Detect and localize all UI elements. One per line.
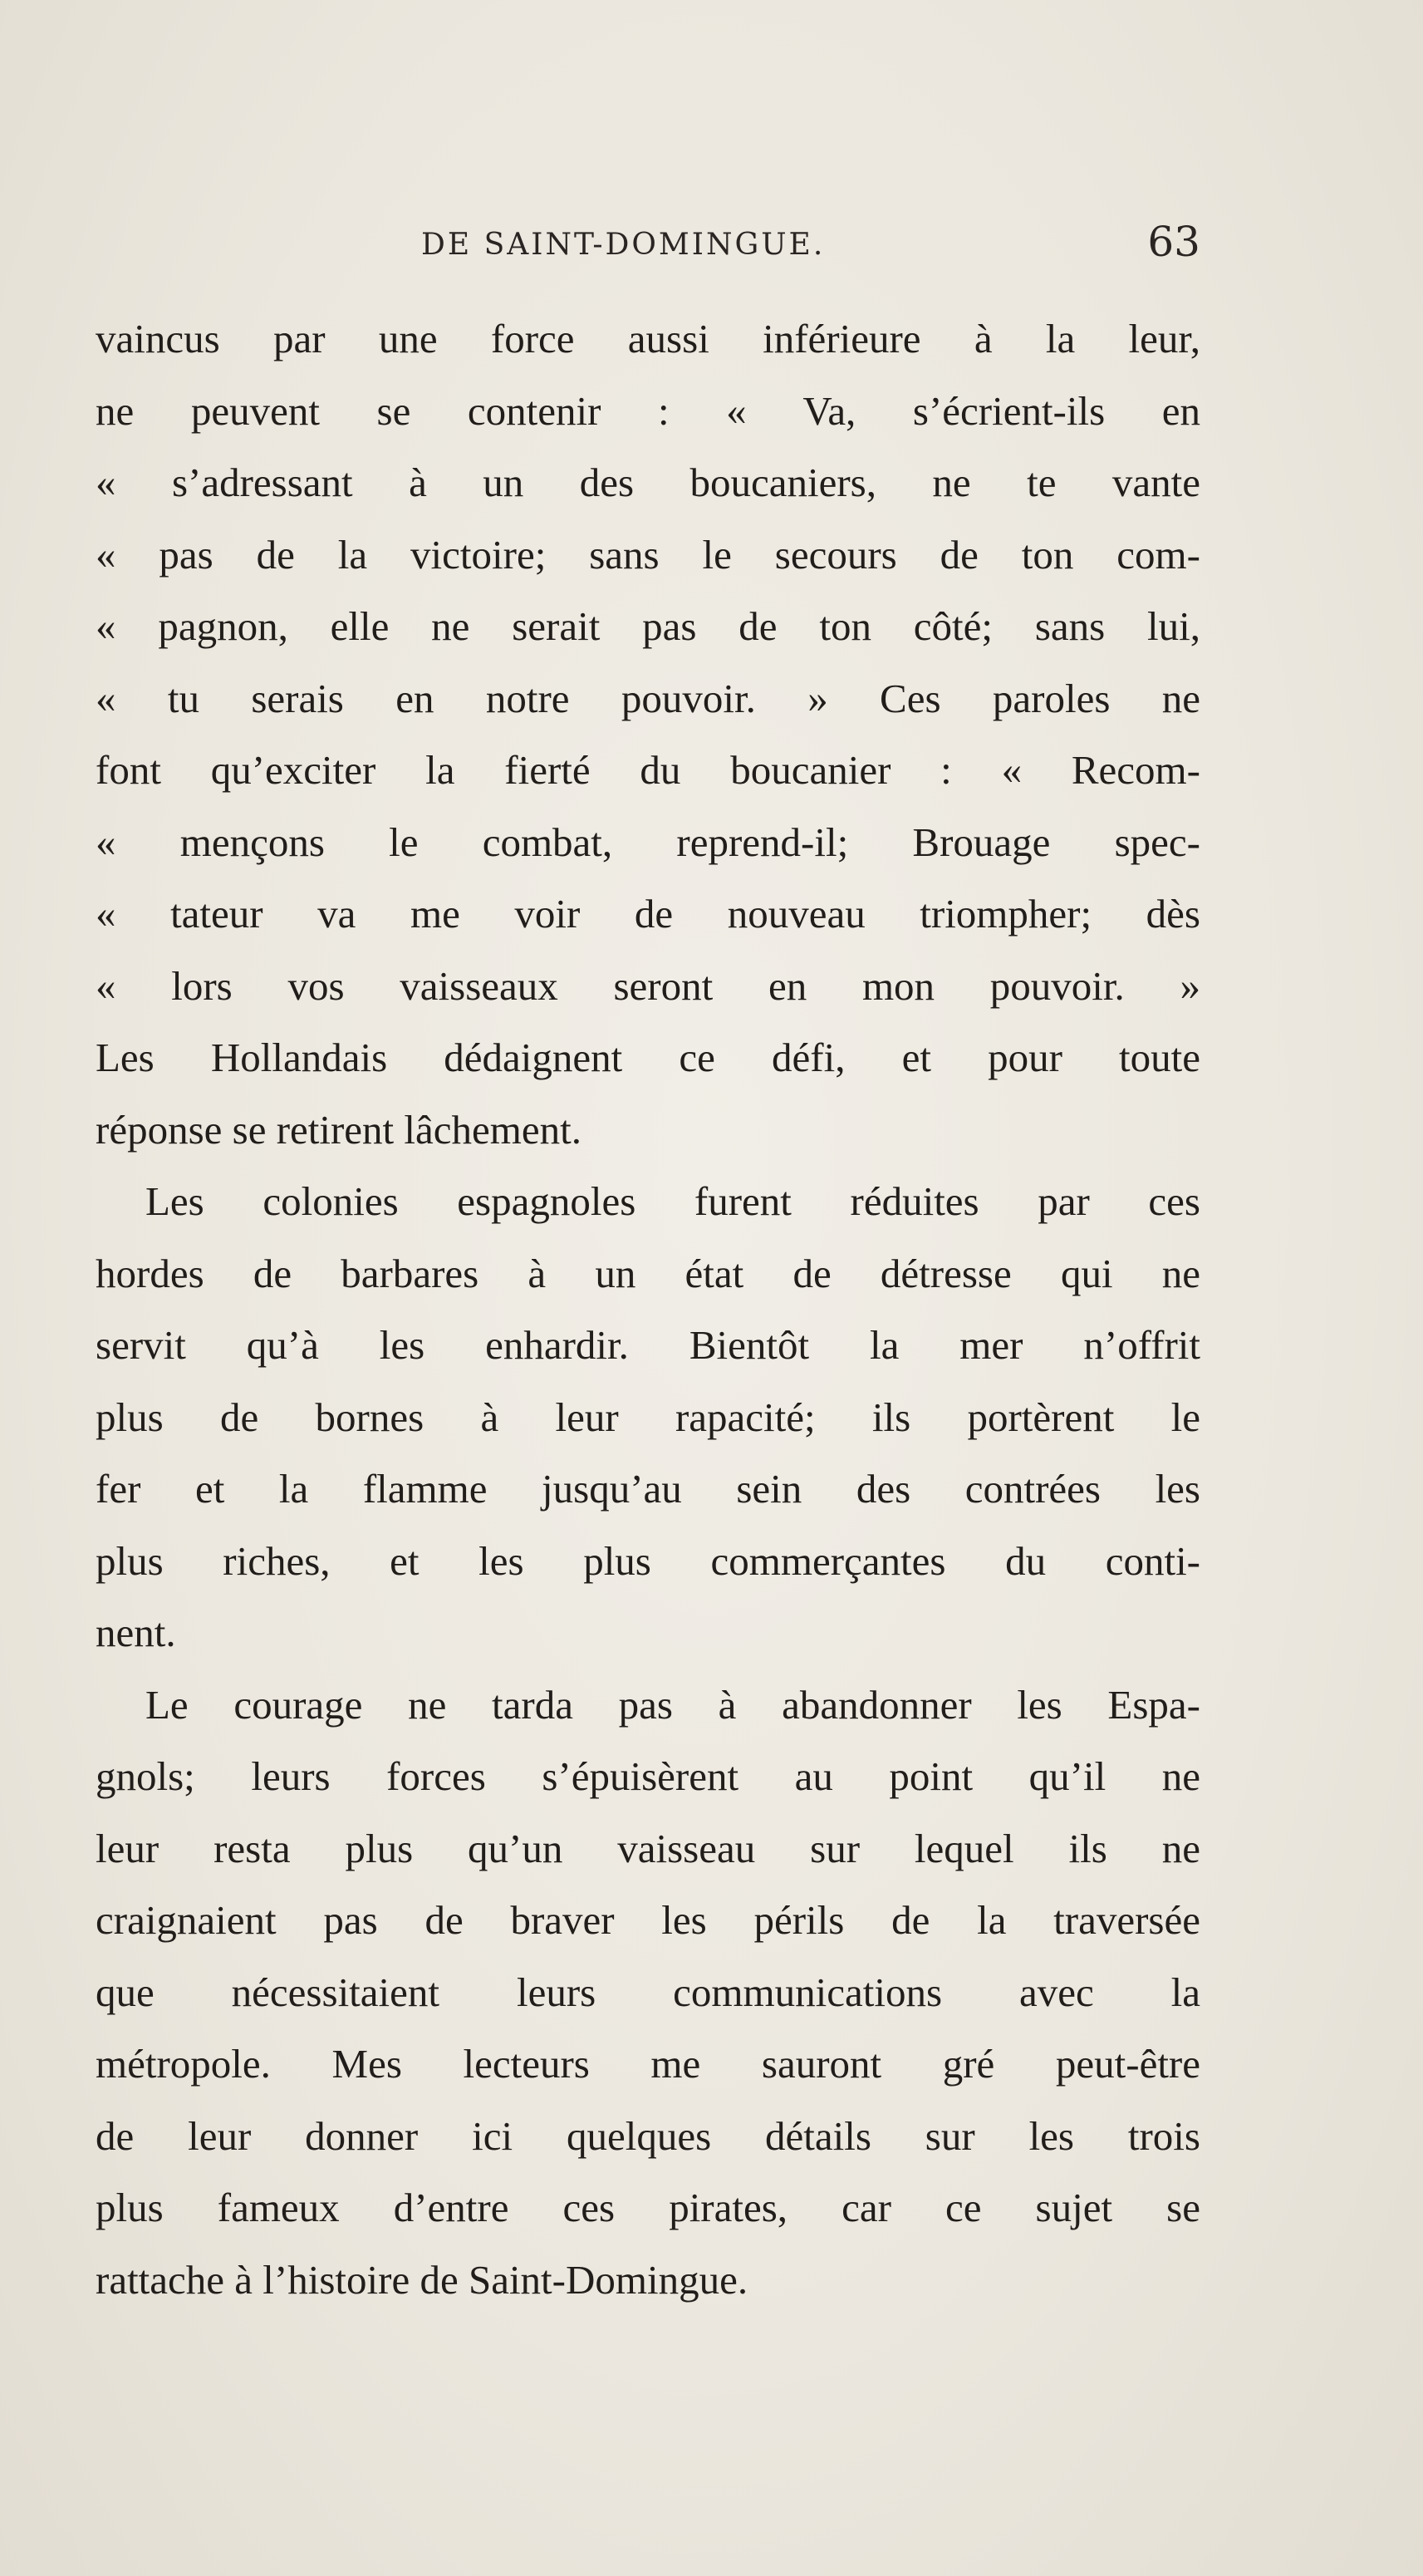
page-number: 63 (1147, 218, 1200, 266)
running-title: DE SAINT-DOMINGUE. (421, 228, 826, 262)
paragraph (96, 303, 1200, 1166)
text-line: que nécessitaient leurs communications avec la (96, 1969, 1200, 2015)
text-line: Le courage ne tarda pas à abandonner les Espa- (145, 1681, 1200, 1728)
text-line: « tateur va me voir de nouveau triompher; dès (96, 891, 1200, 937)
text-line: « lors vos vaisseaux seront en mon pouvoir. » (96, 962, 1200, 1009)
text-line: de leur donner ici quelques détails sur les trois (96, 2112, 1200, 2159)
text-line: nent. (96, 1610, 176, 1655)
text-line: hordes de barbares à un état de détresse qui ne (96, 1250, 1200, 1296)
text-line: métropole. Mes lecteurs me sauront gré peut-être (96, 2041, 1200, 2087)
text-line: plus riches, et les plus commerçantes du conti- (96, 1537, 1200, 1584)
text-line: « pas de la victoire; sans le secours de ton com- (96, 531, 1200, 578)
text-line: « pagnon, elle ne serait pas de ton côté; sans lui, (96, 603, 1200, 649)
text-line: réponse se retirent lâchement. (96, 1106, 582, 1153)
paragraph (96, 1669, 1200, 2317)
paragraph (96, 1166, 1200, 1669)
body-text (96, 303, 1200, 2316)
text-line: craignaient pas de braver les périls de la traversée (96, 1897, 1200, 1943)
text-line: font qu’exciter la fierté du boucanier : « Recom- (96, 747, 1200, 793)
text-line: « tu serais en notre pouvoir. » Ces paroles ne (96, 675, 1200, 721)
text-line: rattache à l’histoire de Saint-Domingue. (96, 2256, 748, 2303)
text-line: gnols; leurs forces s’épuisèrent au point qu’il ne (96, 1753, 1200, 1799)
page-header (96, 218, 1200, 276)
text-line: servit qu’à les enhardir. Bientôt la mer n’offrit (96, 1322, 1200, 1368)
text-line: « s’adressant à un des boucaniers, ne te vante (96, 460, 1200, 505)
text-line: vaincus par une force aussi inférieure à la leur, (96, 316, 1200, 361)
text-line: plus de bornes à leur rapacité; ils portèrent le (96, 1394, 1200, 1440)
text-line: leur resta plus qu’un vaisseau sur lequel ils ne (96, 1825, 1200, 1871)
text-line: plus fameux d’entre ces pirates, car ce sujet se (96, 2185, 1200, 2230)
text-line: « mençons le combat, reprend-il; Brouage spec- (96, 819, 1200, 865)
text-line: fer et la flamme jusqu’au sein des contrées les (96, 1466, 1200, 1512)
text-line: Les Hollandais dédaignent ce défi, et pour toute (96, 1035, 1200, 1080)
text-line: ne peuvent se contenir : « Va, s’écrient-ils en (96, 387, 1200, 434)
text-line: Les colonies espagnoles furent réduites par ces (145, 1178, 1200, 1224)
